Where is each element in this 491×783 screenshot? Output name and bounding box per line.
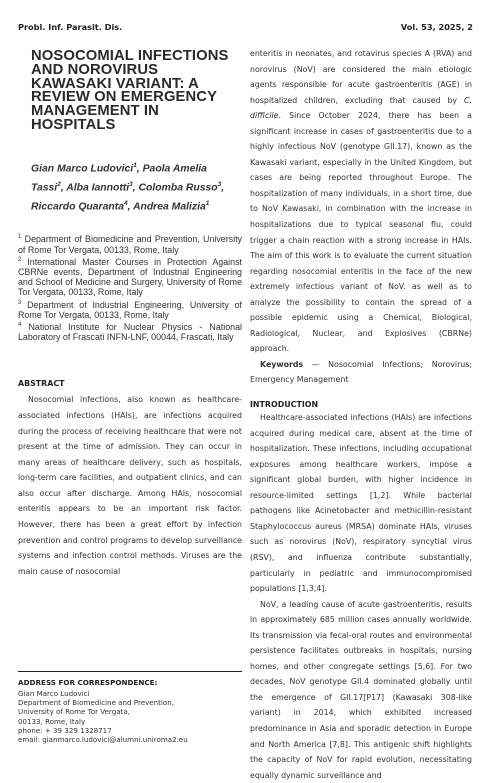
introduction-paragraph-2: NoV, a leading cause of acute gastroenteritis, results in approximately 685 million cases annually worldwide. Its transmission via fecal-oral routes and environmental persistence facilitates outbreaks in hospitals, nursing homes, and other congregate settings [5,6]. For two decades, NoV genotype GII.4 dominated globally until the emergence of GII.17[P17] (Kawasaki 308-like variant) in 2014, which exhibited increased predominance in Asia and sporadic detection in Europe and North America [7,8]. This antigenic shift highlights the capacity of NoV for rapid evolution, necessitating equally dynamic surveillance and <box>250 599 472 780</box>
affiliation-number: 3 <box>18 299 22 306</box>
author-affiliation-number: 1 <box>133 161 137 169</box>
abstract-continued: enteritis in neonates, and rotavirus species A (RVA) and norovirus (NoV) are considered the main etiologic agents responsible for acute gastroenteritis (AGE) in hospitalized children, excluding that caused by <box>250 49 472 105</box>
affiliation <box>18 298 242 320</box>
affiliation-text: International Master Courses in Protection Against CBRNe events, Department of Industrial Engineering and School of Medicine and Surgery, University of Rome Tor Vergata, 00133, Rome, Italy <box>18 256 242 298</box>
affiliation-list <box>18 232 242 342</box>
author-affiliation-number: 4 <box>123 199 128 207</box>
author-name: Alba Iannotti <box>66 182 130 194</box>
article-title: NOSOCOMIAL INFECTIONS AND NOROVIRUS KAWASAKI VARIANT: A REVIEW ON EMERGENCY MANAGEMENT IN HOSPITALS <box>31 48 229 133</box>
author-affiliation-number: 3 <box>217 180 222 188</box>
author-name: Gian Marco Ludovici <box>31 163 134 175</box>
author-affiliation-number: 3 <box>129 180 133 188</box>
author-list: Gian Marco Ludovici$^1$, Paola Amelia Tassi$^2$, Alba Iannotti$^3$, Colomba Russo$^3$, Riccardo Quaranta$^4$, Andrea Malizia$^1$ <box>31 161 225 212</box>
affiliation-number: 4 <box>18 321 22 328</box>
affiliation-text: Department of Industrial Engineering, University of Rome Tor Vergata, 00133, Rome, Italy <box>18 299 242 320</box>
introduction-paragraph-1: Healthcare-associated infections (HAIs) are infections acquired during medical care, absent at the time of hospitalization. These infections, including occupational exposures among healthcare workers, impose a significant global burden, with higher incidence in resource-limited settings [1,2]. While bacterial pathogens like Acinetobacter and methicillin-resistant Staphylococcus aureus (MRSA) dominate HAIs, viruses such as norovirus (NoV), respiratory syncytial virus (RSV), and influenza contribute substantially, particularly in pediatric and immunocompromised populations [1,3,4]. <box>250 413 472 594</box>
author-name: Colomba Russo <box>138 182 218 194</box>
author-affiliation-number: 2 <box>57 180 61 188</box>
left-column <box>18 50 242 587</box>
affiliation <box>18 320 242 342</box>
species-name: C. difficile <box>250 95 472 121</box>
affiliation-number: 1 <box>18 234 22 241</box>
keywords-text: — Nosocomial Infections; Norovirus; Emergency Management <box>250 359 472 385</box>
affiliation <box>18 255 242 298</box>
correspondence-heading: ADDRESS FOR CORRESPONDENCE: <box>18 678 158 687</box>
correspondence-lines <box>18 689 242 744</box>
right-column <box>250 46 472 783</box>
abstract-continued-rest: . Since October 2024, there has been a significant increase in cases of gastroenteritis due to a highly infectious NoV (genotype GII.17), known as the Kawasaki variant, especially in the United Kingdom, but cases are being reported throughout Europe. The hospitalization of many individuals, in a short time, due to NoV Kawasaki, in combination with the increase in hospitalizations due to typical seasonal flu, could trigger a chain reaction with a strong increase in HAIs. The aim of this work is to evaluate the current situation regarding nosocomial enteritis in the face of the new extremely infectious variant of NoV. as well as to analyze the possibility to contain the spread of a possible epidemic using a Chemical, Biological, Radiological, Nuclear, and Explosives (CBRNe) approach. <box>250 111 472 354</box>
affiliation-text: Department of Biomedicine and Prevention, University of Rome Tor Vergata, 00133, Rome, Italy <box>18 234 242 255</box>
abstract-heading: ABSTRACT <box>18 379 65 389</box>
correspondence-line: Gian Marco Ludovici <box>18 689 90 698</box>
journal-name: Probl. Inf. Parasit. Dis. <box>18 22 123 32</box>
correspondence-line: 00133, Rome, Italy <box>18 716 86 726</box>
correspondence-box <box>18 671 242 744</box>
correspondence-line: email: gianmarco.ludovici@alumni.uniroma2.eu <box>18 735 188 745</box>
author-name: Andrea Malizia <box>132 201 206 212</box>
affiliation <box>18 232 242 254</box>
abstract-text-right <box>250 46 472 357</box>
author-name: Riccardo Quaranta <box>31 201 124 212</box>
correspondence-line: Department of Biomedicine and Prevention, <box>18 698 174 708</box>
author-name: Paola Amelia Tassi <box>31 163 207 194</box>
author-affiliation-number: 1 <box>205 199 210 207</box>
affiliation-text: National Institute for Nuclear Physics - National Laboratory of Frascati INFN-LNF, 00044, Frascati, Italy <box>18 321 242 343</box>
introduction-heading: INTRODUCTION <box>250 400 319 410</box>
affiliation-number: 2 <box>18 256 22 263</box>
abstract-text-left: Nosocomial infections, also known as healthcare-associated infections (HAIs), are infections acquired during the process of receiving healthcare that were not present at the time of admission. They can occur in many areas of healthcare delivery, such as hospitals, long-term care facilities, and outpatient clinics, and can also occur after discharge. Among HAIs, nosocomial enteritis appears to be an important risk factor. However, there has been a great effort by infection prevention and control programs to develop surveillance systems and infection control methods. Viruses are the main cause of nosocomial <box>18 395 242 576</box>
keywords-label: Keywords <box>260 359 304 369</box>
keywords-line <box>250 357 472 388</box>
correspondence-line: University of Rome Tor Vergata, <box>18 707 130 717</box>
correspondence-line: phone: + 39 329 1328717 <box>18 725 112 735</box>
volume-info: Vol. 53, 2025, 2 <box>400 22 473 32</box>
